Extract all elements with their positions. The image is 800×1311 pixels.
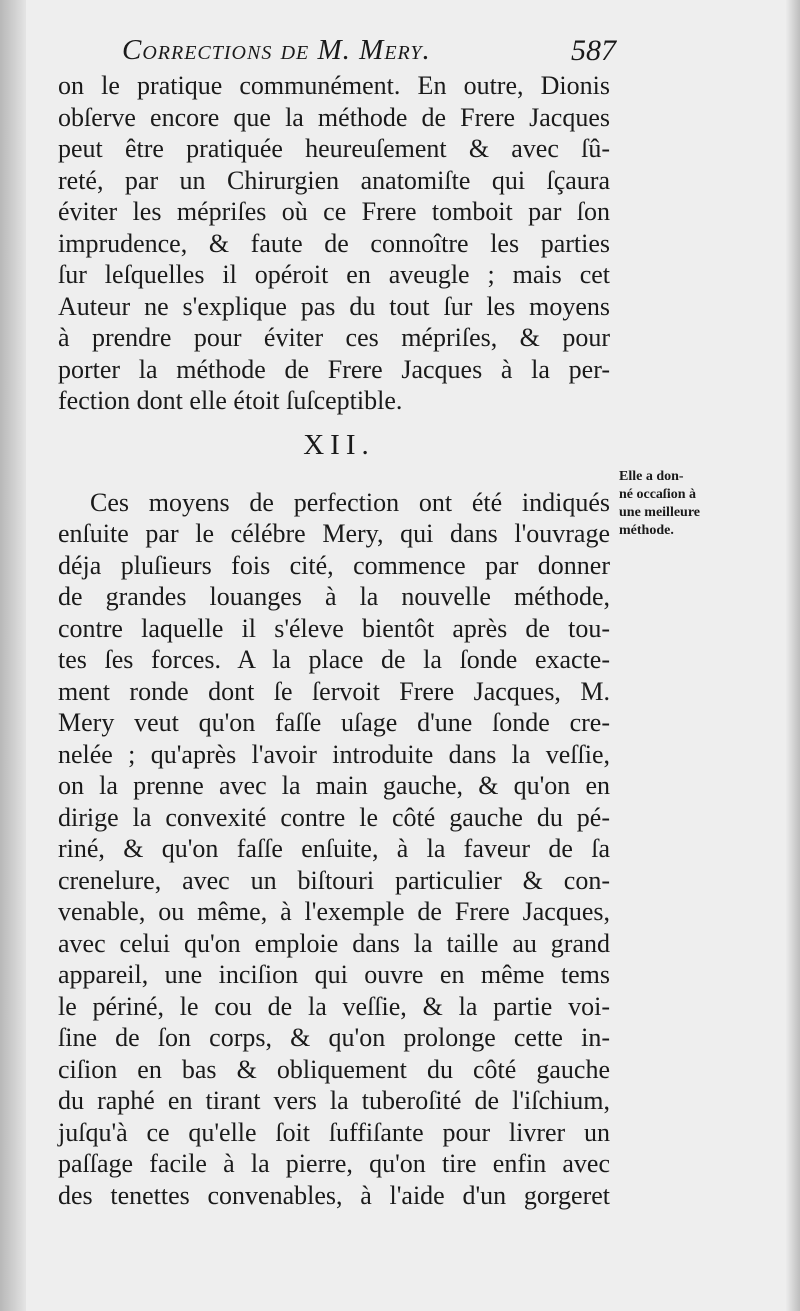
- running-title: Corrections de M. Mery.: [122, 34, 431, 66]
- page-number: 587: [571, 34, 616, 67]
- text-line: ſur leſquelles il opéroit en aveugle ; mais cet: [58, 260, 610, 289]
- text-line: tes ſes forces. A la place de la ſonde exacte-: [58, 645, 610, 674]
- text-line: porter la méthode de Frere Jacques à la per-: [58, 354, 610, 384]
- text-line: Mery veut qu'on faſſe uſage d'une ſonde cre-: [58, 708, 610, 737]
- marginal-note-line: une meilleure: [619, 505, 701, 520]
- text-line: du raphé en tirant vers la tuberoſité de l'iſchium,: [58, 1086, 610, 1115]
- page-edge-shadow: [786, 0, 800, 1311]
- marginal-note-line: né occaſion à: [619, 487, 696, 502]
- text-line: riné, & qu'on faſſe enſuite, à la faveur de ſa: [58, 834, 610, 863]
- text-line: reté, par un Chirurgien anatomiſte qui ſçaura: [58, 165, 610, 195]
- main-text: [58, 70, 610, 1211]
- running-head: [100, 30, 620, 70]
- marginal-note-line: Elle a don-: [619, 469, 684, 484]
- text-line: Ces moyens de perfection ont été indiqués: [90, 487, 610, 517]
- text-line: fection dont elle étoit ſuſceptible.: [58, 386, 403, 415]
- text-line: avec celui qu'on emploie dans la taille au grand: [58, 928, 610, 958]
- section-heading: XII.: [303, 428, 375, 461]
- text-line: de grandes louanges à la nouvelle méthode,: [58, 582, 610, 611]
- text-line: on la prenne avec la main gauche, & qu'on en: [58, 771, 610, 800]
- text-line: à prendre pour éviter ces mépriſes, & pour: [58, 323, 610, 352]
- text-line: le périné, le cou de la veſſie, & la partie voi-: [58, 991, 610, 1021]
- text-line: venable, ou même, à l'exemple de Frere Jacques,: [58, 897, 610, 926]
- text-line: juſqu'à ce qu'elle ſoit ſuffiſante pour livrer un: [58, 1117, 610, 1147]
- paragraph-2: [58, 487, 610, 1212]
- text-line: paſſage facile à la pierre, qu'on tire enfin avec: [58, 1149, 610, 1178]
- text-line: ſine de ſon corps, & qu'on prolonge cette in-: [58, 1023, 610, 1052]
- text-line: nelée ; qu'après l'avoir introduite dans la veſſie,: [58, 739, 610, 769]
- text-line: des tenettes convenables, à l'aide d'un gorgeret: [58, 1180, 610, 1210]
- text-line: crenelure, avec un biſtouri particulier & con-: [58, 865, 610, 895]
- text-line: imprudence, & faute de connoître les parties: [58, 228, 610, 258]
- text-line: dirige la convexité contre le côté gauche du pé-: [58, 802, 610, 832]
- text-line: ciſion en bas & obliquement du côté gauche: [58, 1054, 610, 1084]
- marginal-note: [619, 468, 739, 540]
- marginal-note-line: méthode.: [619, 523, 674, 538]
- text-line: enſuite par le célébre Mery, qui dans l'ouvrage: [58, 519, 610, 548]
- text-line: déja pluſieurs fois cité, commence par donner: [58, 550, 610, 580]
- page-gutter-shadow: [0, 0, 26, 1311]
- text-line: obſerve encore que la méthode de Frere Jacques: [58, 102, 610, 132]
- text-line: Auteur ne s'explique pas du tout ſur les moyens: [58, 291, 610, 321]
- paragraph-1: [58, 70, 610, 417]
- text-line: peut être pratiquée heureuſement & avec ſû-: [58, 134, 610, 163]
- text-line: appareil, une inciſion qui ouvre en même tems: [58, 960, 610, 989]
- text-line: on le pratique communément. En outre, Dionis: [58, 71, 610, 100]
- text-line: ment ronde dont ſe ſervoit Frere Jacques, M.: [58, 676, 610, 706]
- text-line: éviter les mépriſes où ce Frere tomboit par ſon: [58, 197, 610, 226]
- text-line: contre laquelle il s'éleve bientôt après de tou-: [58, 613, 610, 643]
